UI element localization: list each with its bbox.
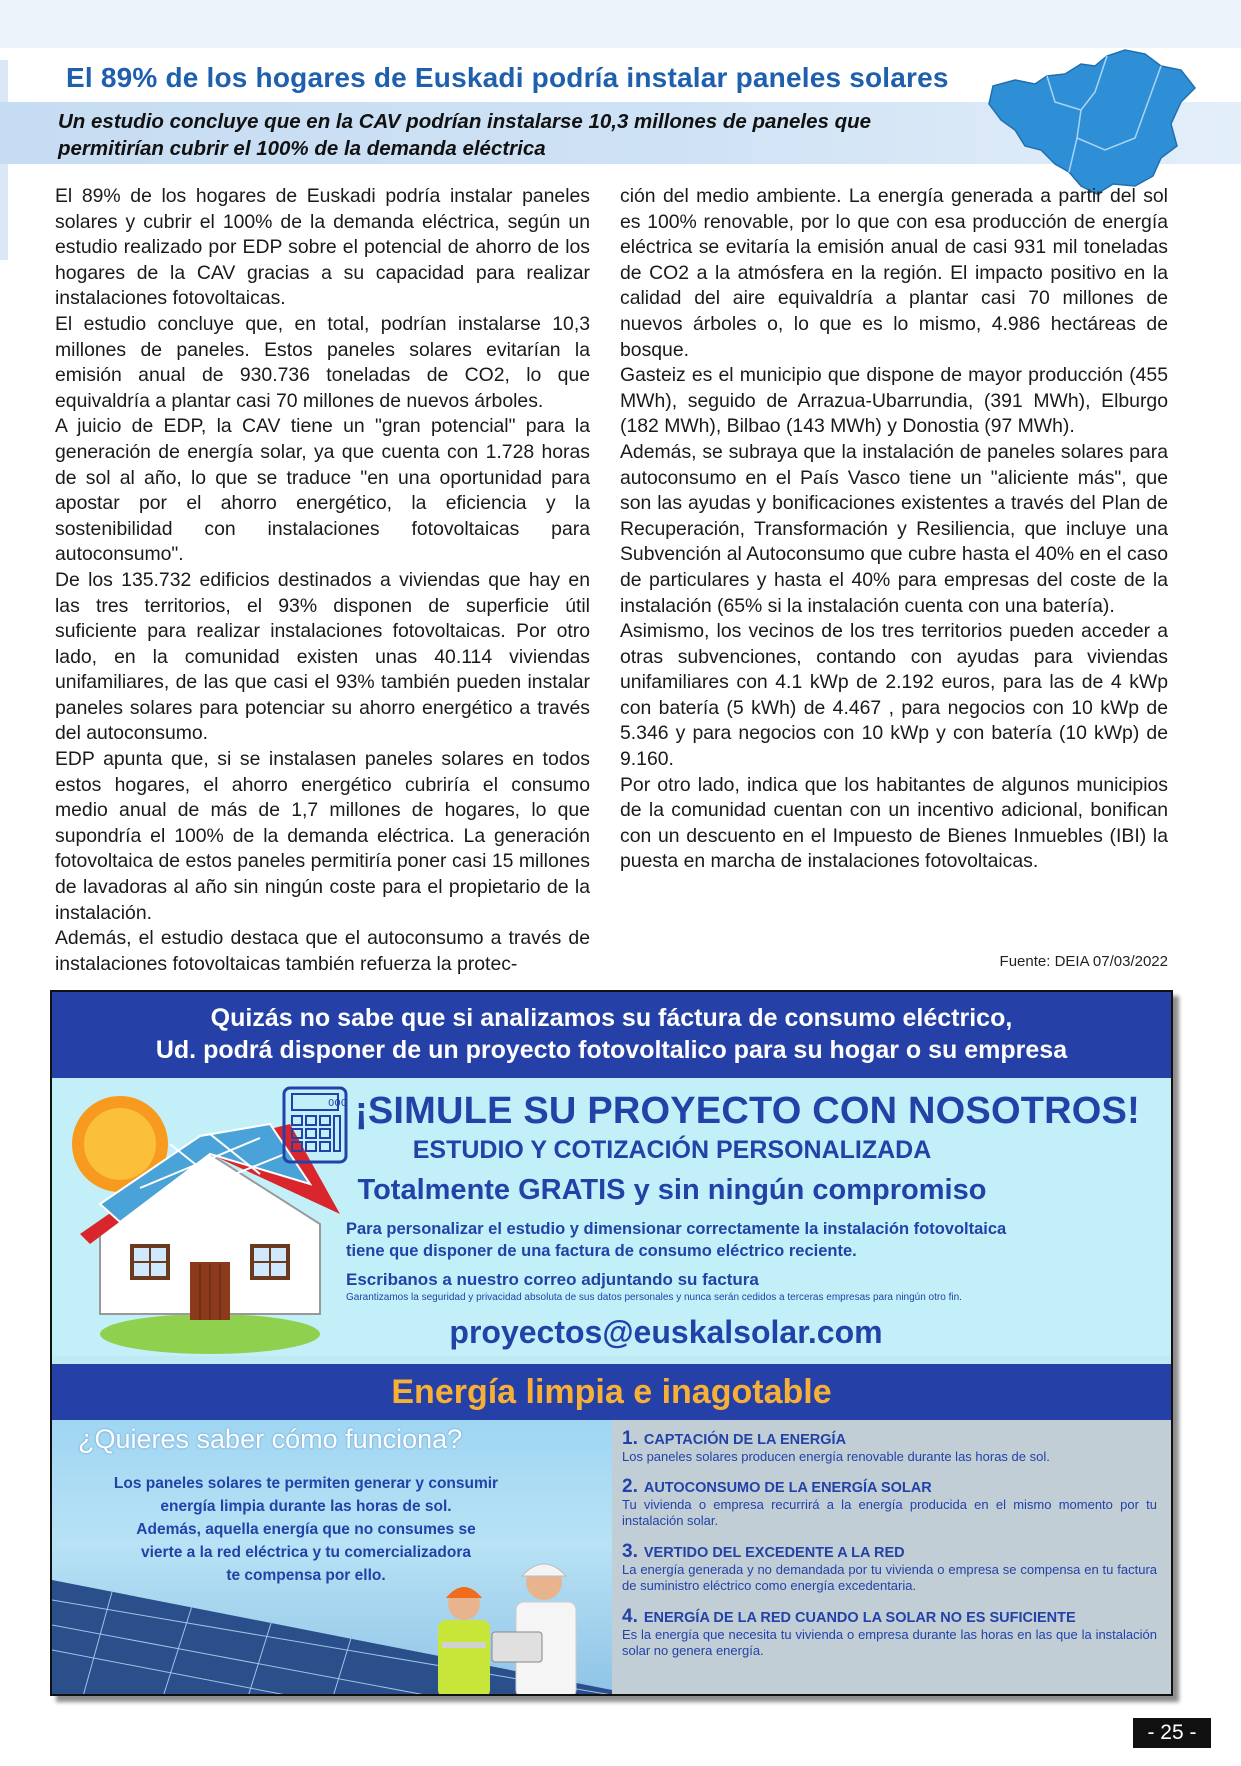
- ad-step-number: 4.: [622, 1606, 638, 1627]
- calculator-icon: [280, 1084, 350, 1166]
- top-band: [0, 0, 1241, 48]
- ad-question-line: Los paneles solares te permiten generar y consumir: [113, 1475, 499, 1492]
- basque-country-map-icon: [985, 46, 1200, 198]
- ad-privacy-note: Garantizamos la seguridad y privacidad absoluta de sus datos personales y nunca serán cedidos a terceras empresas para ningún otro fin.: [346, 1292, 962, 1303]
- ad-step-title: [622, 1608, 1157, 1627]
- ad-step-text: Tu vivienda o empresa recurrirá a la energía producida en el mismo momento por tu instalación solar.: [622, 1497, 1157, 1528]
- ad-step-title: [622, 1430, 1157, 1449]
- paragraph: El 89% de los hogares de Euskadi podría instalar paneles solares y cubrir el 100% de la demanda eléctrica, según un estudio realizado por EDP sobre el potencial de ahorro de los hogares de la CAV gracias a su capacidad para realizar instalaciones fotovoltaicas.: [55, 185, 590, 310]
- ad-header-line: Quizás no sabe que si analizamos su fáctura de consumo eléctrico,: [210, 1004, 1013, 1032]
- paragraph: ción del medio ambiente. La energía generada a partir del sol es 100% renovable, por lo que con esa producción de energía eléctrica se evitaría la emisión anual de casi 931 mil toneladas de CO2 a la atmósfera en la región. El impacto positivo en la calidad del aire equivaldría a plantar casi 70 millones de nuevos árboles o, lo que es lo mismo, 4.986 hectáreas de bosque.: [620, 185, 1168, 361]
- ad-question-line: energía limpia durante las horas de sol.: [160, 1498, 452, 1515]
- article-column-right: [620, 184, 1168, 875]
- workers-photo: [412, 1552, 612, 1696]
- ad-step: [622, 1478, 1157, 1529]
- ad-step-number: 1.: [622, 1428, 638, 1449]
- solar-advertisement: [50, 990, 1173, 1696]
- ad-free-heading: Totalmente GRATIS y sin ningún compromiso: [357, 1174, 987, 1206]
- ad-step: [622, 1543, 1157, 1594]
- ad-step-number: 3.: [622, 1541, 638, 1562]
- ad-step-title-text: CAPTACIÓN DE LA ENERGÍA: [643, 1432, 847, 1448]
- ad-step-title-text: ENERGÍA DE LA RED CUANDO LA SOLAR NO ES SUFICIENTE: [643, 1610, 1076, 1626]
- paragraph: El estudio concluye que, en total, podrían instalarse 10,3 millones de paneles. Estos paneles solares evitarían la emisión anual de 930.736 toneladas de CO2, lo que equivaldría a plantar casi 70 millones de nuevos árboles.: [55, 312, 590, 412]
- ad-step-title: [622, 1478, 1157, 1497]
- paragraph: Además, se subraya que la instalación de paneles solares para autoconsumo en el País Vasco tiene un "aliciente más", que son las ayudas y bonificaciones existentes a través del Plan de Recuperación, Transformación y Resiliencia, que incluye una Subvención al Autoconsumo que cubre hasta el 40% en el caso de particulares y hasta el 40% para empresas del coste de la instalación (65% si la instalación cuenta con una batería).: [620, 440, 1168, 617]
- ad-slogan-band: Energía limpia e inagotable: [52, 1364, 1171, 1420]
- ad-instructions-line: tiene que disponer de una factura de consumo eléctrico reciente.: [346, 1242, 857, 1260]
- ad-step: [622, 1608, 1157, 1659]
- ad-question-line: te compensa por ello.: [226, 1567, 386, 1584]
- paragraph: De los 135.732 edificios destinados a viviendas que hay en las tres territorios, el 93% disponen de superficie útil suficiente para realizar instalaciones fotovoltaicas. Por otro lado, en la comunidad existen unas 40.114 viviendas unifamiliares, de las que casi el 93% también pueden instalar paneles solares para potenciar su ahorro energético a través del autoconsumo.: [55, 568, 590, 745]
- ad-instructions-line: Para personalizar el estudio y dimensionar correctamente la instalación fotovoltaica: [346, 1220, 1007, 1238]
- ad-question-heading: ¿Quieres saber cómo funciona?: [78, 1424, 463, 1454]
- ad-instructions: [346, 1218, 1066, 1262]
- ad-step: [622, 1430, 1157, 1465]
- paragraph: Asimismo, los vecinos de los tres territorios pueden acceder a otras subvenciones, contando con ayudas para viviendas unifamiliares con 4.1 kWp de 2.192 euros, para las de 4 kWp con batería (5 kWh) de 4.467 , para negocios con 10 kWp de 5.346 y para negocios con 10 kWp y con batería (10 kWp) de 9.160.: [620, 620, 1168, 771]
- paragraph: Además, el estudio destaca que el autoconsumo a través de instalaciones fotovoltaicas también refuerza la protec-: [55, 927, 590, 975]
- ad-step-title-text: VERTIDO DEL EXCEDENTE A LA RED: [643, 1545, 905, 1561]
- article-column-left: [55, 184, 590, 977]
- ad-step-number: 2.: [622, 1476, 638, 1497]
- ad-step-title-text: AUTOCONSUMO DE LA ENERGÍA SOLAR: [643, 1480, 932, 1496]
- paragraph: Por otro lado, indica que los habitantes de algunos municipios de la comunidad cuentan con un incentivo adicional, bonifican con un descuento en el Impuesto de Bienes Inmuebles (IBI) la puesta en marcha de instalaciones fotovoltaicas.: [620, 773, 1168, 873]
- article-source: Fuente: DEIA 07/03/2022: [999, 953, 1168, 970]
- ad-simulate-heading: ¡SIMULE SU PROYECTO CON NOSOTROS!: [355, 1090, 1140, 1132]
- subtitle-line: Un estudio concluye que en la CAV podrían instalarse 10,3 millones de paneles que: [58, 110, 872, 133]
- article-title: El 89% de los hogares de Euskadi podría instalar paneles solares: [66, 62, 949, 93]
- ad-step-text: Es la energía que necesita tu vivienda o empresa durante las horas en las que la instalación solar no genera energía.: [622, 1627, 1157, 1658]
- ad-study-heading: ESTUDIO Y COTIZACIÓN PERSONALIZADA: [412, 1136, 932, 1164]
- calculator-display: 000: [328, 1098, 348, 1109]
- ad-email-link[interactable]: proyectos@euskalsolar.com: [449, 1314, 883, 1350]
- ad-header: [52, 992, 1171, 1078]
- ad-step-text: La energía generada y no demandada por tu vivienda o empresa se compensa en tu factura de suministro eléctrico como energía excedentaria.: [622, 1562, 1157, 1593]
- page-number: - 25 -: [1133, 1718, 1211, 1748]
- ad-header-line: Ud. podrá disponer de un proyecto fotovoltalico para su hogar o su empresa: [155, 1036, 1068, 1064]
- ad-step-title: [622, 1543, 1157, 1562]
- paragraph: EDP apunta que, si se instalasen paneles solares en todos estos hogares, el ahorro energético cubriría el consumo medio anual de más de 1,7 millones de hogares, lo que supondría el 100% de la demanda eléctrica. La generación fotovoltaica de estos paneles permitiría poner casi 15 millones de lavadoras al año sin ningún coste para el propietario de la instalación.: [55, 748, 590, 924]
- paragraph: Gasteiz es el municipio que dispone de mayor producción (455 MWh), seguido de Arrazua-Ubarrundia, (391 MWh), Elburgo (182 MWh), Bilbao (143 MWh) y Donostia (97 MWh).: [620, 364, 1168, 438]
- ad-write-us: Escribanos a nuestro correo adjuntando su factura: [346, 1270, 759, 1289]
- ad-question-line: Además, aquella energía que no consumes se: [136, 1521, 476, 1538]
- subtitle-line: permitirían cubrir el 100% de la demanda eléctrica: [58, 137, 546, 160]
- ad-step-text: Los paneles solares producen energía renovable durante las horas de sol.: [622, 1449, 1050, 1464]
- paragraph: A juicio de EDP, la CAV tiene un "gran potencial" para la generación de energía solar, ya que cuenta con 1.728 horas de sol al año, lo que se traduce "en una oportunidad para apostar por el ahorro energético, la eficiencia y la sostenibilidad con instalaciones fotovoltaicas para autoconsumo".: [55, 415, 590, 566]
- article-subtitle: [58, 108, 958, 162]
- ad-question-line: vierte a la red eléctrica y tu comercializadora: [141, 1544, 471, 1561]
